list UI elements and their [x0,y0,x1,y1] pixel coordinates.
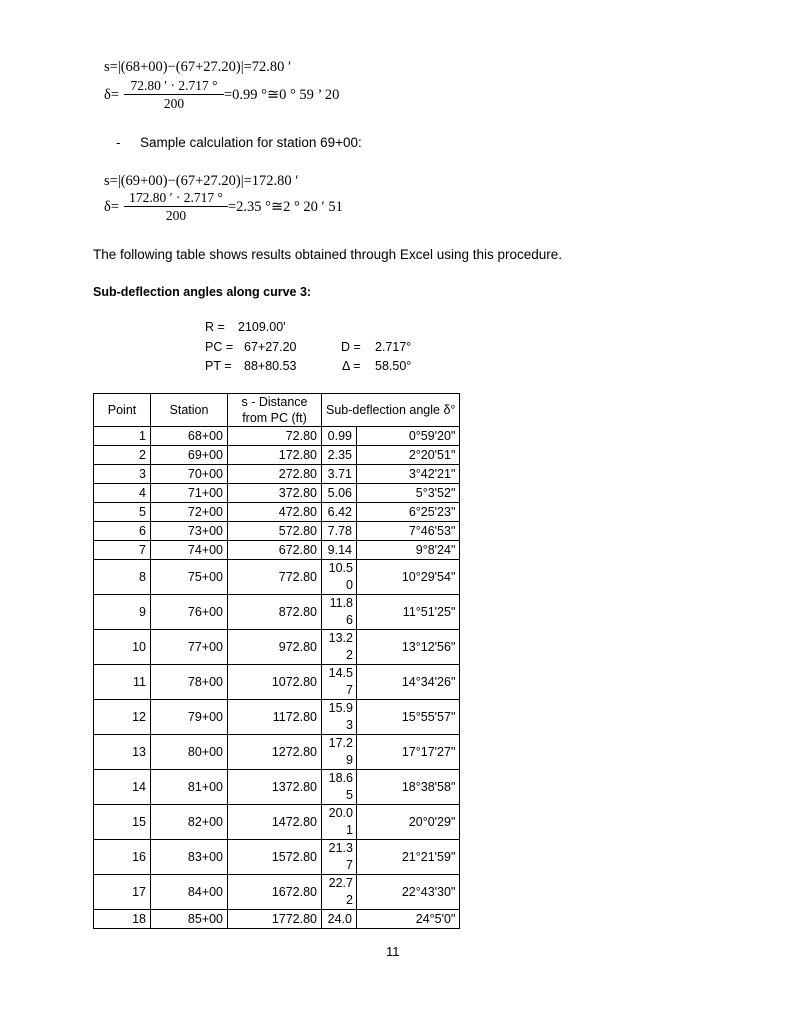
cell-angle-dms: 2°20'51" [357,446,460,465]
cell-station: 69+00 [151,446,228,465]
cell-station: 84+00 [151,875,228,910]
cell-angle-decimal: 18.65 [322,770,357,805]
calc1-s-equation: s=|(68+00)−(67+27.20)|=72.80 ′ [104,59,292,75]
cell-angle-decimal: 24.0 [322,910,357,929]
cell-station: 76+00 [151,595,228,630]
table-row [94,910,460,929]
cell-angle-dms: 6°25'23" [357,503,460,522]
cell-station: 83+00 [151,840,228,875]
param-delta-value: 58.50° [375,359,412,373]
cell-point: 13 [94,735,151,770]
cell-distance: 472.80 [228,503,322,522]
table-row [94,700,460,735]
cell-distance: 872.80 [228,595,322,630]
cell-angle-dms: 10°29'54" [357,560,460,595]
cell-distance: 272.80 [228,465,322,484]
cell-distance: 172.80 [228,446,322,465]
cell-station: 77+00 [151,630,228,665]
cell-angle-dms: 20°0'29" [357,805,460,840]
param-pc-value: 67+27.20 [244,340,297,354]
cell-distance: 1072.80 [228,665,322,700]
cell-point: 8 [94,560,151,595]
table-row [94,484,460,503]
calc1-delta-numerator: 72.80 ′ · 2.717 ° [124,78,224,95]
cell-angle-dms: 24°5'0" [357,910,460,929]
cell-station: 75+00 [151,560,228,595]
cell-point: 6 [94,522,151,541]
cell-angle-decimal: 13.22 [322,630,357,665]
cell-angle-decimal: 15.93 [322,700,357,735]
bullet-dash: - [116,135,121,150]
calc2-delta-fraction [124,190,228,223]
cell-angle-decimal: 21.37 [322,840,357,875]
header-angle: Sub-deflection angle δ° [322,394,460,427]
cell-station: 85+00 [151,910,228,929]
cell-angle-decimal: 14.57 [322,665,357,700]
intro-paragraph: The following table shows results obtained through Excel using this procedure. [93,247,563,262]
cell-angle-decimal: 7.78 [322,522,357,541]
table-row [94,560,460,595]
cell-point: 7 [94,541,151,560]
cell-angle-decimal: 3.71 [322,465,357,484]
table-row [94,446,460,465]
cell-angle-decimal: 0.99 [322,427,357,446]
cell-station: 68+00 [151,427,228,446]
param-d-value: 2.717° [375,340,412,354]
cell-point: 17 [94,875,151,910]
sub-deflection-table [93,393,460,929]
cell-distance: 1772.80 [228,910,322,929]
cell-station: 80+00 [151,735,228,770]
calc1-delta-fraction [124,78,224,111]
calc2-delta-rhs: =2.35 °≅2 ° 20 ′ 51 [228,199,343,215]
table-row [94,503,460,522]
cell-point: 11 [94,665,151,700]
cell-distance: 1272.80 [228,735,322,770]
cell-distance: 1172.80 [228,700,322,735]
calc2-delta-lhs: δ= [104,199,120,215]
param-r-value: 2109.00' [238,320,286,334]
bullet-text: Sample calculation for station 69+00: [140,135,362,150]
cell-point: 4 [94,484,151,503]
cell-angle-decimal: 6.42 [322,503,357,522]
cell-angle-dms: 22°43'30" [357,875,460,910]
param-pc-label: PC = [205,340,234,354]
cell-distance: 372.80 [228,484,322,503]
cell-point: 1 [94,427,151,446]
cell-station: 81+00 [151,770,228,805]
table-row [94,595,460,630]
cell-distance: 572.80 [228,522,322,541]
cell-point: 15 [94,805,151,840]
cell-angle-dms: 14°34'26" [357,665,460,700]
table-row [94,840,460,875]
cell-angle-decimal: 9.14 [322,541,357,560]
table-row [94,465,460,484]
cell-point: 9 [94,595,151,630]
cell-angle-decimal: 5.06 [322,484,357,503]
table-row [94,522,460,541]
cell-station: 71+00 [151,484,228,503]
table-body [94,427,460,929]
table-row [94,735,460,770]
cell-angle-decimal: 2.35 [322,446,357,465]
cell-station: 73+00 [151,522,228,541]
cell-station: 70+00 [151,465,228,484]
cell-angle-decimal: 20.01 [322,805,357,840]
table-row [94,427,460,446]
cell-angle-dms: 17°17'27" [357,735,460,770]
table-row [94,805,460,840]
cell-point: 3 [94,465,151,484]
cell-angle-decimal: 22.72 [322,875,357,910]
calc2-delta-numerator: 172.80 ′ · 2.717 ° [124,190,228,207]
cell-point: 18 [94,910,151,929]
cell-angle-dms: 3°42'21" [357,465,460,484]
calc1-delta-lhs: δ= [104,87,120,103]
cell-angle-dms: 21°21'59" [357,840,460,875]
page-number: 11 [386,944,400,959]
cell-angle-dms: 5°3'52" [357,484,460,503]
cell-point: 12 [94,700,151,735]
header-distance: s - Distance from PC (ft) [228,394,322,427]
cell-angle-decimal: 11.86 [322,595,357,630]
calc2-delta-denominator: 200 [165,208,187,223]
cell-distance: 1672.80 [228,875,322,910]
table-row [94,630,460,665]
cell-station: 74+00 [151,541,228,560]
param-d-label: D = [341,340,361,354]
cell-station: 82+00 [151,805,228,840]
calc1-delta-denominator: 200 [163,96,185,111]
cell-distance: 972.80 [228,630,322,665]
calc2-s-equation: s=|(69+00)−(67+27.20)|=172.80 ′ [104,173,299,189]
cell-distance: 72.80 [228,427,322,446]
calc1-delta-rhs: =0.99 °≅0 ° 59 ’ 20 [224,87,340,103]
cell-angle-dms: 7°46'53" [357,522,460,541]
param-pt-label: PT = [205,359,232,373]
cell-distance: 672.80 [228,541,322,560]
param-pt-value: 88+80.53 [244,359,297,373]
param-r-label: R = [205,320,225,334]
table-heading: Sub-deflection angles along curve 3: [93,285,312,299]
cell-angle-decimal: 17.29 [322,735,357,770]
cell-distance: 1372.80 [228,770,322,805]
cell-point: 2 [94,446,151,465]
cell-distance: 1472.80 [228,805,322,840]
cell-point: 14 [94,770,151,805]
table-row [94,770,460,805]
table-row [94,541,460,560]
cell-station: 78+00 [151,665,228,700]
cell-point: 16 [94,840,151,875]
header-point: Point [94,394,151,427]
cell-angle-dms: 18°38'58" [357,770,460,805]
cell-distance: 1572.80 [228,840,322,875]
cell-angle-dms: 13°12'56" [357,630,460,665]
param-delta-label: Δ = [342,359,361,373]
cell-distance: 772.80 [228,560,322,595]
table-row [94,875,460,910]
cell-point: 5 [94,503,151,522]
cell-angle-decimal: 10.50 [322,560,357,595]
table-row [94,665,460,700]
cell-point: 10 [94,630,151,665]
cell-angle-dms: 9°8'24" [357,541,460,560]
header-station: Station [151,394,228,427]
cell-angle-dms: 0°59'20" [357,427,460,446]
cell-station: 72+00 [151,503,228,522]
cell-angle-dms: 11°51'25" [357,595,460,630]
cell-angle-dms: 15°55'57" [357,700,460,735]
cell-station: 79+00 [151,700,228,735]
